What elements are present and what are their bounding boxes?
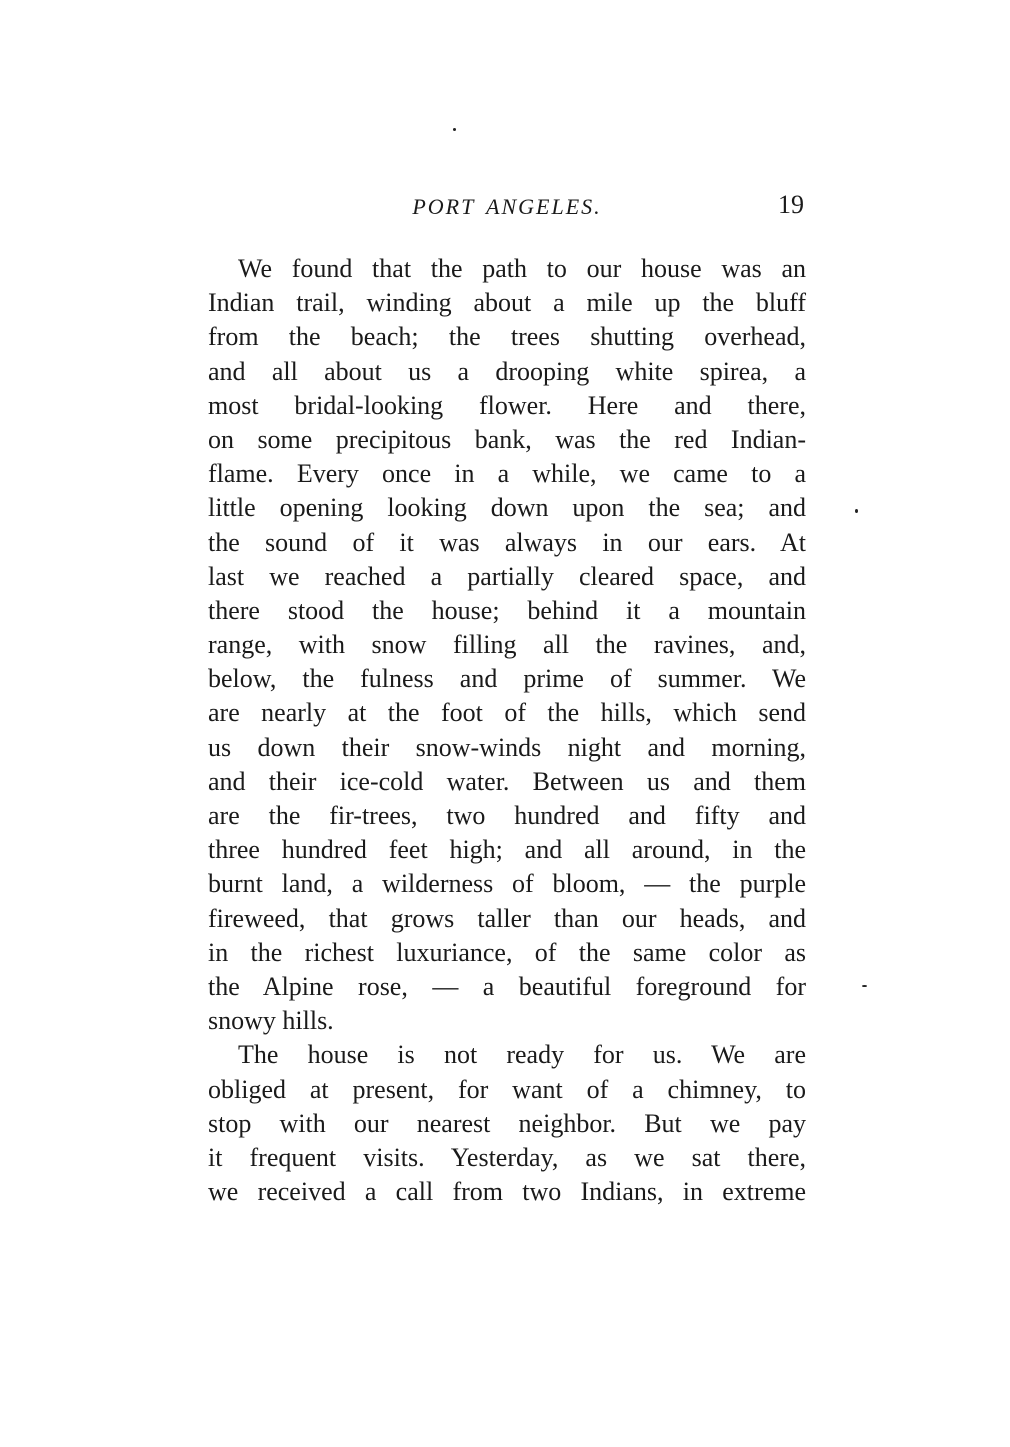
running-title: PORT ANGELES. [412, 194, 602, 219]
paragraph [208, 1038, 806, 1209]
text-line: flame. Every once in a while, we came to a [208, 459, 806, 489]
text-line: in the richest luxuriance, of the same color as [208, 937, 806, 967]
running-head [208, 190, 806, 230]
text-line: stop with our nearest neighbor. But we pay [208, 1108, 806, 1138]
text-line: little opening looking down upon the sea; and [208, 493, 806, 523]
text-line: on some precipitous bank, was the red Indian- [208, 424, 806, 454]
text-line: we received a call from two Indians, in extreme [208, 1177, 806, 1207]
ink-speck [453, 128, 456, 131]
paragraph [208, 252, 806, 1038]
ink-speck [855, 509, 858, 513]
text-line: Indian trail, winding about a mile up the bluff [208, 288, 806, 318]
body-text [208, 252, 806, 1209]
text-line: range, with snow filling all the ravines, and, [208, 630, 806, 660]
text-line: last we reached a partially cleared space, and [208, 561, 806, 591]
text-line: are the fir-trees, two hundred and fifty and [208, 801, 806, 830]
text-line: there stood the house; behind it a mountain [208, 595, 806, 625]
text-line: and their ice-cold water. Between us and them [208, 766, 806, 796]
text-line: snowy hills. [208, 1006, 334, 1036]
text-line: are nearly at the foot of the hills, which send [208, 698, 806, 728]
text-line: and all about us a drooping white spirea, a [208, 356, 806, 386]
text-line: it frequent visits. Yesterday, as we sat there, [208, 1142, 806, 1172]
ink-speck [862, 985, 867, 987]
text-line: below, the fulness and prime of summer. We [208, 664, 806, 694]
text-line: the sound of it was always in our ears. At [208, 527, 806, 557]
text-line: most bridal-looking flower. Here and there, [208, 390, 806, 420]
text-line: fireweed, that grows taller than our heads, and [208, 903, 806, 933]
text-line: the Alpine rose, — a beautiful foreground for [208, 971, 806, 1001]
page-number: 19 [778, 190, 804, 219]
text-line: We found that the path to our house was an [238, 254, 806, 283]
text-line: The house is not ready for us. We are [238, 1040, 806, 1070]
text-line: us down their snow-winds night and morning, [208, 732, 806, 762]
text-line: obliged at present, for want of a chimney, to [208, 1074, 806, 1104]
text-line: from the beach; the trees shutting overhead, [208, 322, 806, 352]
text-line: three hundred feet high; and all around, in the [208, 835, 806, 865]
text-line: burnt land, a wilderness of bloom, — the purple [208, 869, 806, 899]
